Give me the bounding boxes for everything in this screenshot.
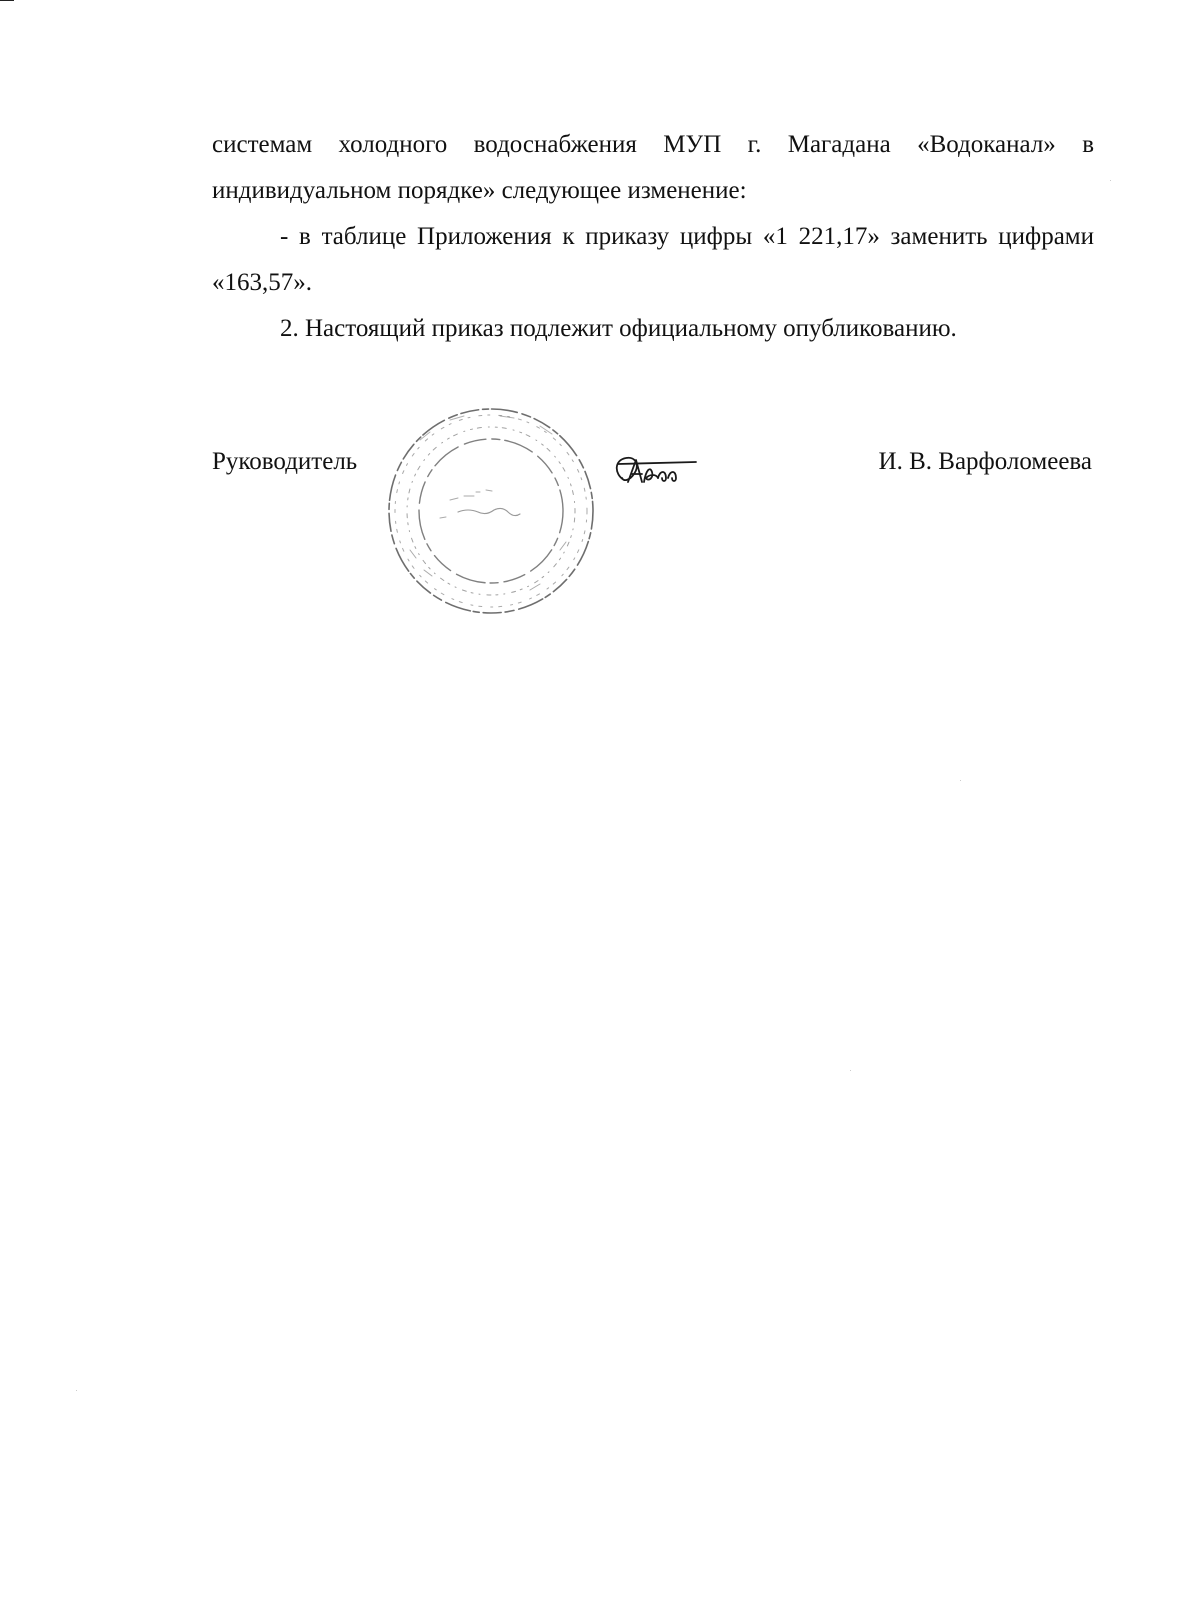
- signature-block: [212, 448, 1092, 488]
- scan-edge-mark: [0, 0, 14, 1]
- paragraph-continuation: системам холодного водоснабжения МУП г. Магадана «Водоканал» в индивидуальном порядке» следующее изменение:: [212, 131, 1094, 204]
- scan-speck: [850, 1070, 851, 1071]
- scan-speck: [76, 1390, 77, 1391]
- scan-speck: [960, 780, 961, 781]
- round-seal-icon: [380, 400, 602, 622]
- signatory-name: И. В. Варфоломеева: [878, 448, 1092, 475]
- paragraph-change-item: - в таблице Приложения к приказу цифры «1 221,17» заменить цифрами «163,57».: [212, 223, 1094, 296]
- document-body: [212, 122, 1094, 352]
- paragraph-publication: 2. Настоящий приказ подлежит официальному опубликованию.: [280, 315, 957, 342]
- signatory-title: Руководитель: [212, 448, 358, 475]
- scan-speck: [1110, 180, 1111, 181]
